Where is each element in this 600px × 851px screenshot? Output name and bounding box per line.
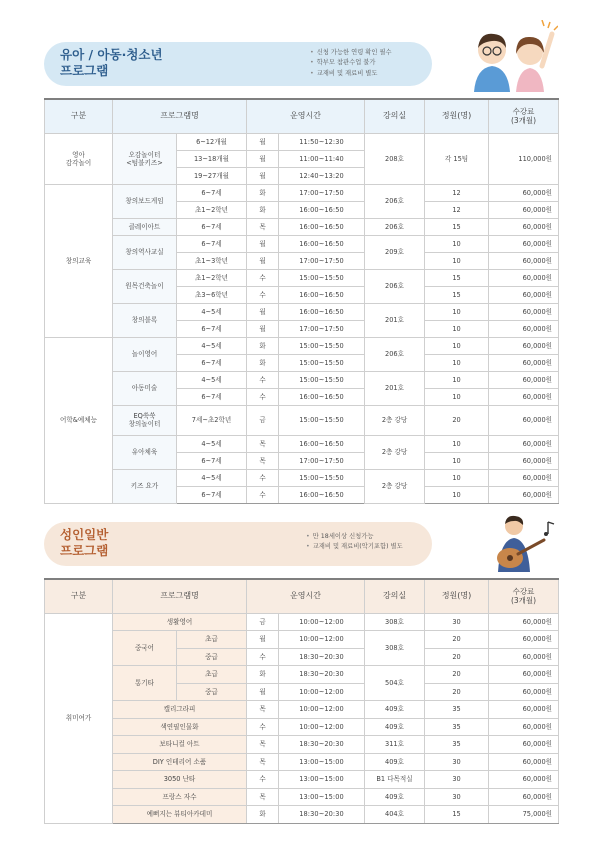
capacity-cell: 15 bbox=[425, 218, 489, 235]
bullet-icon: • bbox=[306, 533, 310, 540]
fee-cell: 60,000원 bbox=[489, 303, 559, 320]
bullet-icon: • bbox=[310, 49, 314, 56]
kids-note bbox=[310, 48, 392, 58]
table-row bbox=[45, 771, 559, 789]
program-cell: 클레이아트 bbox=[113, 218, 177, 235]
time-cell: 16:00~16:50 bbox=[279, 201, 365, 218]
room-cell: 2층 강당 bbox=[365, 469, 425, 503]
program-cell: 보타니컬 아트 bbox=[113, 736, 247, 754]
day-cell: 수 bbox=[247, 388, 279, 405]
table-row bbox=[45, 405, 559, 435]
kids-note bbox=[310, 58, 392, 68]
capacity-cell: 20 bbox=[425, 683, 489, 701]
table-row bbox=[45, 184, 559, 201]
program-cell: 생활영어 bbox=[113, 613, 247, 631]
category-cell: 창의교육 bbox=[45, 184, 113, 337]
room-cell: 2층 강당 bbox=[365, 405, 425, 435]
time-cell: 11:00~11:40 bbox=[279, 150, 365, 167]
fee-cell: 60,000원 bbox=[489, 252, 559, 269]
table-row bbox=[45, 435, 559, 452]
fee-cell: 60,000원 bbox=[489, 184, 559, 201]
room-cell: 208호 bbox=[365, 133, 425, 184]
age-cell: 6~7세 bbox=[177, 320, 247, 337]
day-cell: 수 bbox=[247, 486, 279, 503]
day-cell: 수 bbox=[247, 469, 279, 486]
capacity-cell: 10 bbox=[425, 371, 489, 388]
day-cell: 수 bbox=[247, 371, 279, 388]
age-cell: 4~5세 bbox=[177, 469, 247, 486]
capacity-cell: 35 bbox=[425, 718, 489, 736]
program-cell: 유아체육 bbox=[113, 435, 177, 469]
room-cell: 308호 bbox=[365, 613, 425, 631]
adult-title-line1: 성인일반 bbox=[60, 527, 109, 542]
fee-cell: 60,000원 bbox=[489, 683, 559, 701]
age-cell: 6~7세 bbox=[177, 452, 247, 469]
adult-section-title bbox=[60, 527, 108, 559]
time-cell: 15:00~15:50 bbox=[279, 269, 365, 286]
age-cell: 6~7세 bbox=[177, 235, 247, 252]
fee-cell: 60,000원 bbox=[489, 201, 559, 218]
time-cell: 18:30~20:30 bbox=[279, 806, 365, 824]
capacity-cell: 35 bbox=[425, 736, 489, 754]
header-fee bbox=[489, 579, 559, 613]
capacity-cell: 12 bbox=[425, 201, 489, 218]
header-fee-sub: (3개월) bbox=[510, 596, 537, 606]
table-row bbox=[45, 806, 559, 824]
kids-program-banner bbox=[44, 42, 432, 86]
fee-cell: 60,000원 bbox=[489, 235, 559, 252]
time-cell: 15:00~15:50 bbox=[279, 469, 365, 486]
capacity-cell: 20 bbox=[425, 648, 489, 666]
room-cell: 409호 bbox=[365, 718, 425, 736]
time-cell: 11:50~12:30 bbox=[279, 133, 365, 150]
kids-table-header-row bbox=[45, 99, 559, 133]
day-cell: 금 bbox=[247, 405, 279, 435]
time-cell: 16:00~16:50 bbox=[279, 303, 365, 320]
capacity-cell: 10 bbox=[425, 452, 489, 469]
program-cell: 3050 난타 bbox=[113, 771, 247, 789]
capacity-cell: 10 bbox=[425, 337, 489, 354]
capacity-cell: 15 bbox=[425, 286, 489, 303]
header-room: 강의실 bbox=[365, 99, 425, 133]
time-cell: 16:00~16:50 bbox=[279, 218, 365, 235]
time-cell: 16:00~16:50 bbox=[279, 435, 365, 452]
day-cell: 목 bbox=[247, 435, 279, 452]
capacity-cell: 20 bbox=[425, 666, 489, 684]
day-cell: 목 bbox=[247, 452, 279, 469]
adult-title-line2: 프로그램 bbox=[60, 543, 109, 558]
header-fee-label: 수강료 bbox=[512, 587, 535, 597]
day-cell: 화 bbox=[247, 354, 279, 371]
time-cell: 17:00~17:50 bbox=[279, 320, 365, 337]
header-fee-label: 수강료 bbox=[512, 107, 535, 117]
kids-title-line2: 프로그램 bbox=[60, 63, 109, 78]
day-cell: 수 bbox=[247, 286, 279, 303]
capacity-cell: 10 bbox=[425, 486, 489, 503]
fee-cell: 60,000원 bbox=[489, 405, 559, 435]
fee-cell: 60,000원 bbox=[489, 753, 559, 771]
room-cell: 409호 bbox=[365, 701, 425, 719]
room-cell: 206호 bbox=[365, 218, 425, 235]
room-cell: 206호 bbox=[365, 269, 425, 303]
time-cell: 18:30~20:30 bbox=[279, 736, 365, 754]
header-fee bbox=[489, 99, 559, 133]
capacity-cell: 12 bbox=[425, 184, 489, 201]
program-cell: 창의블록 bbox=[113, 303, 177, 337]
fee-cell: 60,000원 bbox=[489, 788, 559, 806]
day-cell: 수 bbox=[247, 269, 279, 286]
table-row bbox=[45, 788, 559, 806]
table-row bbox=[45, 613, 559, 631]
age-cell: 4~5세 bbox=[177, 371, 247, 388]
program-cell: 프랑스 자수 bbox=[113, 788, 247, 806]
fee-cell: 60,000원 bbox=[489, 718, 559, 736]
day-cell: 금 bbox=[247, 613, 279, 631]
children-illustration-icon bbox=[462, 20, 558, 92]
program-cell: 창의보드게임 bbox=[113, 184, 177, 218]
fee-cell: 110,000원 bbox=[489, 133, 559, 184]
room-cell: 308호 bbox=[365, 631, 425, 666]
room-cell: 206호 bbox=[365, 337, 425, 371]
day-cell: 목 bbox=[247, 736, 279, 754]
time-cell: 15:00~15:50 bbox=[279, 337, 365, 354]
fee-cell: 60,000원 bbox=[489, 320, 559, 337]
level-cell: 중급 bbox=[177, 648, 247, 666]
capacity-cell: 10 bbox=[425, 354, 489, 371]
table-row bbox=[45, 235, 559, 252]
time-cell: 15:00~15:50 bbox=[279, 371, 365, 388]
table-row bbox=[45, 337, 559, 354]
adult-note-text: 만 18세이상 신청가능 bbox=[312, 533, 374, 540]
capacity-cell: 30 bbox=[425, 613, 489, 631]
fee-cell: 60,000원 bbox=[489, 736, 559, 754]
day-cell: 목 bbox=[247, 218, 279, 235]
program-cell bbox=[113, 405, 177, 435]
age-cell: 6~12개월 bbox=[177, 133, 247, 150]
kids-title-line1: 유아 / 아동·청소년 bbox=[60, 47, 163, 62]
adult-note-text: 교재비 및 재료비(악기포함) 별도 bbox=[312, 543, 403, 551]
room-cell: 409호 bbox=[365, 753, 425, 771]
day-cell: 월 bbox=[247, 235, 279, 252]
age-cell: 4~5세 bbox=[177, 337, 247, 354]
program-cell: 예뻐지는 뷰티아카데미 bbox=[113, 806, 247, 824]
category-text: 영아 감각놀이 bbox=[65, 150, 92, 167]
program-cell: 아동미술 bbox=[113, 371, 177, 405]
room-cell: 201호 bbox=[365, 371, 425, 405]
time-cell: 13:00~15:00 bbox=[279, 788, 365, 806]
table-row bbox=[45, 303, 559, 320]
table-row bbox=[45, 736, 559, 754]
age-cell: 6~7세 bbox=[177, 218, 247, 235]
day-cell: 수 bbox=[247, 718, 279, 736]
time-cell: 12:40~13:20 bbox=[279, 167, 365, 184]
capacity-cell: 15 bbox=[425, 269, 489, 286]
table-row bbox=[45, 133, 559, 150]
room-cell: 409호 bbox=[365, 788, 425, 806]
age-cell: 6~7세 bbox=[177, 388, 247, 405]
fee-cell: 60,000원 bbox=[489, 354, 559, 371]
time-cell: 16:00~16:50 bbox=[279, 388, 365, 405]
fee-cell: 60,000원 bbox=[489, 631, 559, 649]
age-cell: 6~7세 bbox=[177, 486, 247, 503]
header-program: 프로그램명 bbox=[113, 99, 247, 133]
day-cell: 월 bbox=[247, 133, 279, 150]
fee-cell: 60,000원 bbox=[489, 452, 559, 469]
time-cell: 17:00~17:50 bbox=[279, 452, 365, 469]
room-cell: 504호 bbox=[365, 666, 425, 701]
kids-note-text: 교재비 및 재료비 별도 bbox=[316, 69, 378, 77]
day-cell: 월 bbox=[247, 167, 279, 184]
time-cell: 10:00~12:00 bbox=[279, 683, 365, 701]
capacity-cell: 20 bbox=[425, 631, 489, 649]
header-time: 운영시간 bbox=[247, 579, 365, 613]
time-cell: 16:00~16:50 bbox=[279, 235, 365, 252]
capacity-cell: 10 bbox=[425, 435, 489, 452]
fee-cell: 60,000원 bbox=[489, 771, 559, 789]
fee-cell: 60,000원 bbox=[489, 269, 559, 286]
day-cell: 월 bbox=[247, 683, 279, 701]
capacity-cell: 각 15팀 bbox=[425, 133, 489, 184]
kids-notes bbox=[310, 48, 392, 79]
day-cell: 월 bbox=[247, 631, 279, 649]
header-program: 프로그램명 bbox=[113, 579, 247, 613]
table-row bbox=[45, 269, 559, 286]
program-cell: 통기타 bbox=[113, 666, 177, 701]
table-row bbox=[45, 753, 559, 771]
program-cell: DIY 인테리어 소품 bbox=[113, 753, 247, 771]
day-cell: 화 bbox=[247, 666, 279, 684]
header-time: 운영시간 bbox=[247, 99, 365, 133]
adult-program-table bbox=[44, 578, 559, 824]
day-cell: 목 bbox=[247, 753, 279, 771]
age-cell: 4~5세 bbox=[177, 435, 247, 452]
adult-notes bbox=[306, 532, 403, 553]
age-cell: 초1~3학년 bbox=[177, 252, 247, 269]
age-cell: 초1~2학년 bbox=[177, 201, 247, 218]
bullet-icon: • bbox=[310, 69, 314, 77]
time-cell: 10:00~12:00 bbox=[279, 631, 365, 649]
capacity-cell: 10 bbox=[425, 469, 489, 486]
fee-cell: 60,000원 bbox=[489, 648, 559, 666]
fee-cell: 60,000원 bbox=[489, 613, 559, 631]
header-capacity: 정원(명) bbox=[425, 99, 489, 133]
table-row bbox=[45, 666, 559, 684]
capacity-cell: 10 bbox=[425, 320, 489, 337]
room-cell: B1 다목적실 bbox=[365, 771, 425, 789]
time-cell: 15:00~15:50 bbox=[279, 354, 365, 371]
fee-cell: 60,000원 bbox=[489, 701, 559, 719]
fee-cell: 60,000원 bbox=[489, 218, 559, 235]
time-cell: 10:00~12:00 bbox=[279, 613, 365, 631]
bullet-icon: • bbox=[310, 59, 314, 67]
capacity-cell: 35 bbox=[425, 701, 489, 719]
day-cell: 월 bbox=[247, 303, 279, 320]
capacity-cell: 20 bbox=[425, 405, 489, 435]
kids-note-text: 신청 가능한 연령 확인 필수 bbox=[316, 49, 392, 56]
age-cell: 4~5세 bbox=[177, 303, 247, 320]
table-row bbox=[45, 718, 559, 736]
room-cell: 201호 bbox=[365, 303, 425, 337]
fee-cell: 60,000원 bbox=[489, 469, 559, 486]
header-category: 구분 bbox=[45, 99, 113, 133]
fee-cell: 75,000원 bbox=[489, 806, 559, 824]
time-cell: 13:00~15:00 bbox=[279, 771, 365, 789]
fee-cell: 60,000원 bbox=[489, 337, 559, 354]
guitar-player-illustration-icon bbox=[478, 512, 558, 578]
time-cell: 17:00~17:50 bbox=[279, 252, 365, 269]
program-cell: 놀이영어 bbox=[113, 337, 177, 371]
time-cell: 17:00~17:50 bbox=[279, 184, 365, 201]
fee-cell: 60,000원 bbox=[489, 666, 559, 684]
time-cell: 13:00~15:00 bbox=[279, 753, 365, 771]
header-category: 구분 bbox=[45, 579, 113, 613]
age-cell: 6~7세 bbox=[177, 354, 247, 371]
bullet-icon: • bbox=[306, 543, 310, 551]
program-cell: 원목건축놀이 bbox=[113, 269, 177, 303]
capacity-cell: 30 bbox=[425, 771, 489, 789]
day-cell: 수 bbox=[247, 648, 279, 666]
header-room: 강의실 bbox=[365, 579, 425, 613]
kids-note bbox=[310, 69, 392, 79]
adult-note bbox=[306, 532, 403, 542]
time-cell: 16:00~16:50 bbox=[279, 486, 365, 503]
kids-program-table bbox=[44, 98, 559, 504]
capacity-cell: 15 bbox=[425, 806, 489, 824]
capacity-cell: 30 bbox=[425, 753, 489, 771]
day-cell: 목 bbox=[247, 788, 279, 806]
adult-table-header-row bbox=[45, 579, 559, 613]
level-cell: 초급 bbox=[177, 631, 247, 649]
table-row bbox=[45, 218, 559, 235]
program-cell: 키즈 요가 bbox=[113, 469, 177, 503]
category-cell: 어학&예체능 bbox=[45, 337, 113, 503]
kids-section-title bbox=[60, 47, 163, 79]
time-cell: 18:30~20:30 bbox=[279, 648, 365, 666]
day-cell: 월 bbox=[247, 150, 279, 167]
adult-note bbox=[306, 542, 403, 552]
level-cell: 초급 bbox=[177, 666, 247, 684]
program-cell: 창의역사교실 bbox=[113, 235, 177, 269]
capacity-cell: 10 bbox=[425, 303, 489, 320]
day-cell: 목 bbox=[247, 701, 279, 719]
header-capacity: 정원(명) bbox=[425, 579, 489, 613]
age-cell: 6~7세 bbox=[177, 184, 247, 201]
day-cell: 화 bbox=[247, 806, 279, 824]
day-cell: 화 bbox=[247, 337, 279, 354]
table-row bbox=[45, 701, 559, 719]
program-text: EQ쑥쑥 창의놀이터 bbox=[128, 412, 161, 428]
time-cell: 10:00~12:00 bbox=[279, 718, 365, 736]
table-row bbox=[45, 469, 559, 486]
capacity-cell: 30 bbox=[425, 788, 489, 806]
fee-cell: 60,000원 bbox=[489, 388, 559, 405]
program-cell: 색연필인물화 bbox=[113, 718, 247, 736]
time-cell: 18:30~20:30 bbox=[279, 666, 365, 684]
fee-cell: 60,000원 bbox=[489, 371, 559, 388]
fee-cell: 60,000원 bbox=[489, 486, 559, 503]
time-cell: 15:00~15:50 bbox=[279, 405, 365, 435]
room-cell: 404호 bbox=[365, 806, 425, 824]
table-row bbox=[45, 631, 559, 649]
day-cell: 화 bbox=[247, 184, 279, 201]
age-cell: 13~18개월 bbox=[177, 150, 247, 167]
time-cell: 16:00~16:50 bbox=[279, 286, 365, 303]
fee-cell: 60,000원 bbox=[489, 435, 559, 452]
age-cell: 7세~초2학년 bbox=[177, 405, 247, 435]
program-text: 오감놀이터 <텀블키즈> bbox=[126, 150, 163, 167]
program-cell: 캘리그라피 bbox=[113, 701, 247, 719]
program-cell bbox=[113, 133, 177, 184]
age-cell: 초3~6학년 bbox=[177, 286, 247, 303]
kids-note-text: 학부모 참관수업 불가 bbox=[316, 59, 376, 67]
header-fee-sub: (3개월) bbox=[510, 116, 537, 126]
adult-program-banner bbox=[44, 522, 432, 566]
capacity-cell: 10 bbox=[425, 388, 489, 405]
day-cell: 수 bbox=[247, 771, 279, 789]
category-cell bbox=[45, 133, 113, 184]
table-row bbox=[45, 371, 559, 388]
program-cell: 중국어 bbox=[113, 631, 177, 666]
room-cell: 311호 bbox=[365, 736, 425, 754]
age-cell: 초1~2학년 bbox=[177, 269, 247, 286]
capacity-cell: 10 bbox=[425, 252, 489, 269]
capacity-cell: 10 bbox=[425, 235, 489, 252]
day-cell: 화 bbox=[247, 201, 279, 218]
day-cell: 월 bbox=[247, 320, 279, 337]
fee-cell: 60,000원 bbox=[489, 286, 559, 303]
room-cell: 2층 강당 bbox=[365, 435, 425, 469]
category-cell: 취미여가 bbox=[45, 613, 113, 823]
level-cell: 중급 bbox=[177, 683, 247, 701]
time-cell: 10:00~12:00 bbox=[279, 701, 365, 719]
room-cell: 206호 bbox=[365, 184, 425, 218]
day-cell: 월 bbox=[247, 252, 279, 269]
age-cell: 19~27개월 bbox=[177, 167, 247, 184]
room-cell: 209호 bbox=[365, 235, 425, 269]
